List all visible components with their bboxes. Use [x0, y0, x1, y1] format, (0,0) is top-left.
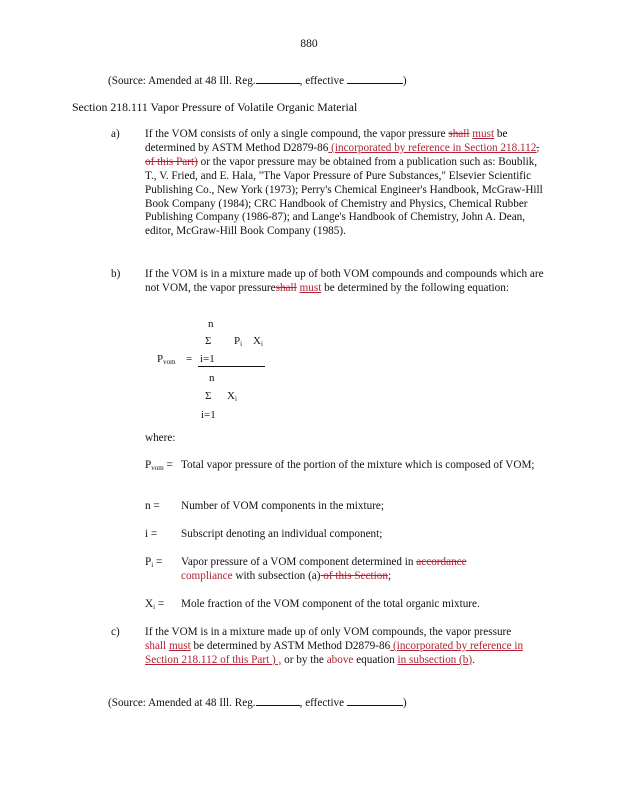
equals: = [163, 459, 173, 471]
formula-sigma-bottom: Σ [205, 390, 212, 402]
var: X [145, 598, 154, 610]
blank-line [256, 695, 300, 706]
def-text-pi [181, 556, 545, 584]
inserted-text: above [326, 653, 354, 666]
inserted-text: must [299, 281, 322, 294]
var: P [145, 459, 152, 471]
subscript: i [260, 340, 263, 348]
fraction-bar [198, 366, 265, 367]
var: X [227, 390, 235, 402]
formula-sigma-top: Σ [205, 335, 212, 347]
def-term-pvom [145, 459, 173, 474]
formula-i-eq-1-bottom: i=1 [201, 409, 216, 421]
source-prefix: (Source: Amended at 48 Ill. Reg. [108, 75, 256, 87]
subscript: i [234, 395, 237, 403]
source-note-bottom [108, 695, 407, 711]
para-c-marker: c) [111, 626, 120, 638]
def-text-n: Number of VOM components in the mixture; [181, 500, 385, 512]
para-c [145, 626, 545, 668]
deleted-text: accordance [416, 556, 467, 568]
formula-n-bottom: n [209, 372, 215, 384]
para-a-marker: a) [111, 128, 120, 140]
formula-i-eq-1-top: i=1 [200, 353, 215, 365]
deleted-text: shall [275, 281, 297, 294]
subscript: vom [151, 464, 164, 472]
text: be determined by ASTM Method D2879-86 [190, 639, 391, 652]
formula-n-top: n [208, 318, 214, 330]
var: P [234, 335, 241, 347]
formula-Pi [234, 335, 242, 350]
text: with subsection (a) [232, 569, 321, 582]
text: If the VOM is in a mixture made up of both VOM compounds and compounds which are not VOM, the vapor pressure [145, 268, 544, 294]
inserted-text: compliance [181, 569, 233, 582]
text: or by the [281, 653, 327, 666]
deleted-text: of this Section [320, 569, 388, 582]
text: be determined by ASTM Method D2879-86 [145, 128, 508, 154]
deleted-text: shall [145, 639, 167, 652]
subscript: i [151, 561, 154, 569]
var: P [157, 353, 164, 365]
formula-equals: = [186, 353, 193, 365]
var: X [253, 335, 261, 347]
def-term-xi [145, 598, 164, 613]
def-text-i: Subscript denoting an individual component; [181, 528, 383, 540]
text: If the VOM consists of only a single compound, the vapor pressure [145, 128, 449, 140]
formula-lhs [157, 353, 176, 368]
where-label: where: [145, 432, 176, 444]
deleted-text: , of this Part) [145, 141, 540, 168]
text: or the vapor pressure may be obtained from a publication such as: Boublik, T., V. Fried, and E. Hala, "The Vapor Pressure of Pure Substances," Elsevier Scientific Publishing Co., New York (1973); Perry's Chemical Engineer's Handbook, McGraw-Hill Book Company (1984); CRC Handbook of Chemistry and Physics, Chemical Rubber Publishing Company (1986-87); and Lange's Handbook of Chemistry, John A. Dean, editor, McGraw-Hill Book Company (1985). [145, 155, 543, 238]
source-suffix: ) [402, 697, 407, 709]
text: equation [353, 653, 398, 666]
equals: = [153, 556, 163, 568]
section-heading: Section 218.111 Vapor Pressure of Volatile Organic Material [72, 100, 358, 114]
var: P [145, 556, 152, 568]
equals: = [155, 598, 165, 610]
source-mid: , effective [299, 697, 347, 709]
subscript: i [240, 340, 243, 348]
source-prefix: (Source: Amended at 48 Ill. Reg. [108, 697, 256, 709]
blank-line [347, 695, 403, 706]
formula-Xi-top [253, 335, 263, 350]
text: Vapor pressure of a VOM component determined in [181, 556, 417, 568]
inserted-text: must [168, 639, 191, 652]
source-suffix: ) [402, 75, 407, 87]
def-term-i: i = [145, 528, 158, 540]
inserted-text: must [472, 128, 495, 140]
para-b-marker: b) [111, 268, 121, 280]
source-mid: , effective [299, 75, 347, 87]
def-text-xi: Mole fraction of the VOM component of the total organic mixture. [181, 598, 480, 610]
formula-Xi-bottom [227, 390, 237, 405]
text: be determined by the following equation: [321, 281, 509, 294]
page-number: 880 [300, 38, 318, 50]
deleted-text: shall [448, 128, 470, 140]
inserted-text: (incorporated by reference in Section 218.112 of this Part ) [145, 639, 524, 666]
inserted-text: , [275, 653, 282, 666]
inserted-text: (incorporated by reference in Section 218.112 [328, 141, 537, 154]
def-text-pvom: Total vapor pressure of the portion of the mixture which is composed of VOM; [181, 459, 535, 471]
def-term-pi [145, 556, 162, 571]
text: . [472, 653, 475, 666]
subscript: vom [163, 358, 176, 366]
inserted-text: in subsection (b) [397, 653, 473, 666]
def-term-n: n = [145, 500, 160, 512]
subscript: i [153, 603, 156, 611]
text: ; [387, 569, 392, 582]
text: If the VOM is in a mixture made up of only VOM compounds, the vapor pressure [145, 626, 512, 638]
